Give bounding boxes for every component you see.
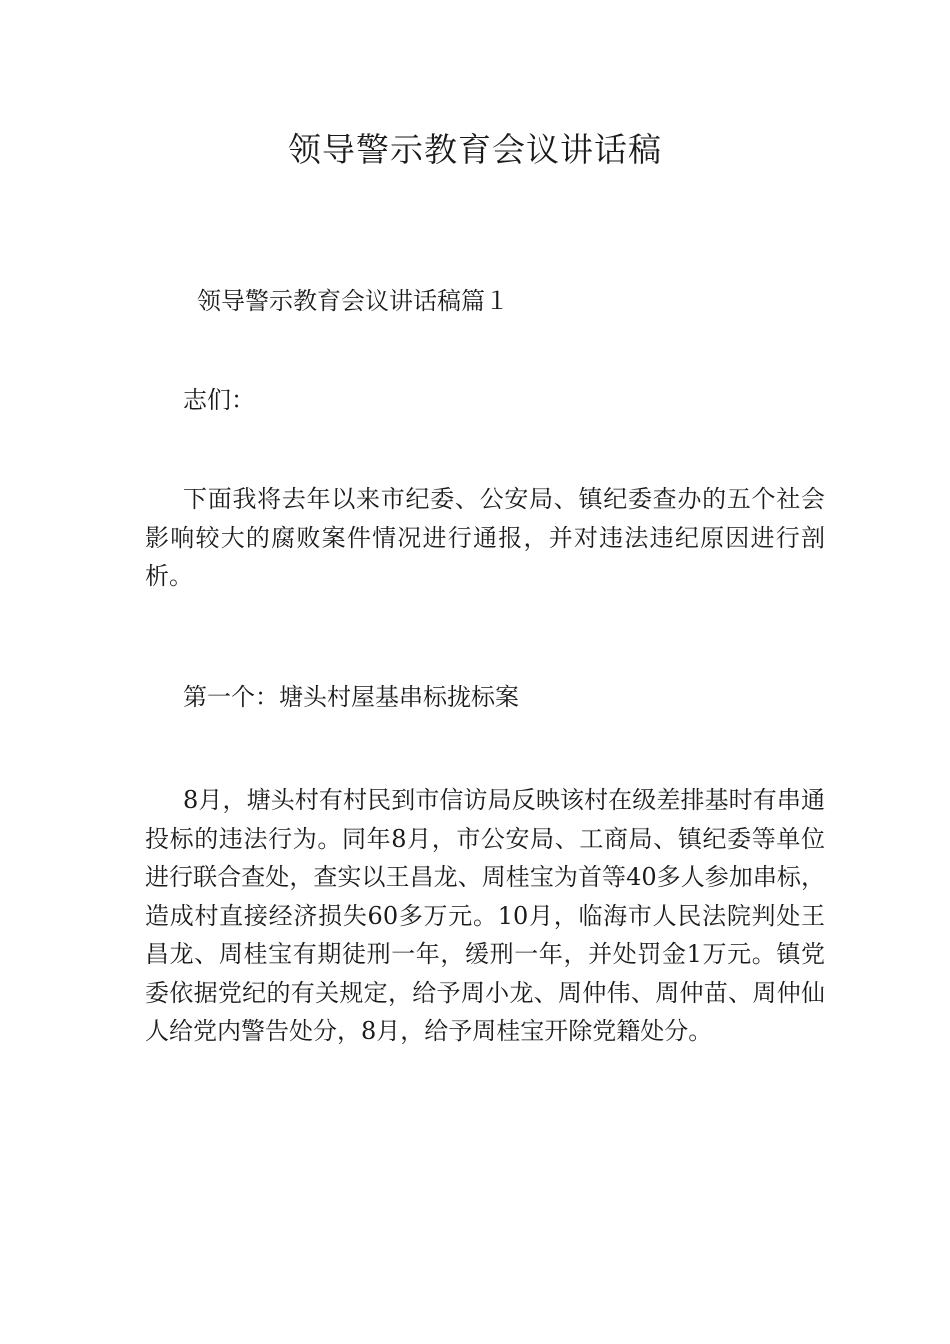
document-title: 领导警示教育会议讲话稿 <box>288 130 662 169</box>
salutation: 志们： <box>183 386 255 414</box>
case-heading: 第一个：塘头村屋基串标拢标案 <box>183 683 519 711</box>
intro-paragraph: 下面我将去年以来市纪委、公安局、镇纪委查办的五个社会影响较大的腐败案件情况进行通报，并对违法违纪原因进行剖析。 <box>145 485 825 590</box>
section-subtitle: 领导警示教育会议讲话稿篇１ <box>197 287 509 315</box>
case-paragraph: 8月，塘头村有村民到市信访局反映该村在级差排基时有串通投标的违法行为。同年8月，市公安局、工商局、镇纪委等单位进行联合查处，查实以王昌龙、周桂宝为首等40多人参加串标，造成村直接经济损失60多万元。10月，临海市人民法院判处王昌龙、周桂宝有期徒刑一年，缓刑一年，并处罚金1万元。镇党委依据党纪的有关规定，给予周小龙、周仲伟、周仲苗、周仲仙人给党内警告处分，8月，给予周桂宝开除党籍处分。 <box>145 786 825 1045</box>
